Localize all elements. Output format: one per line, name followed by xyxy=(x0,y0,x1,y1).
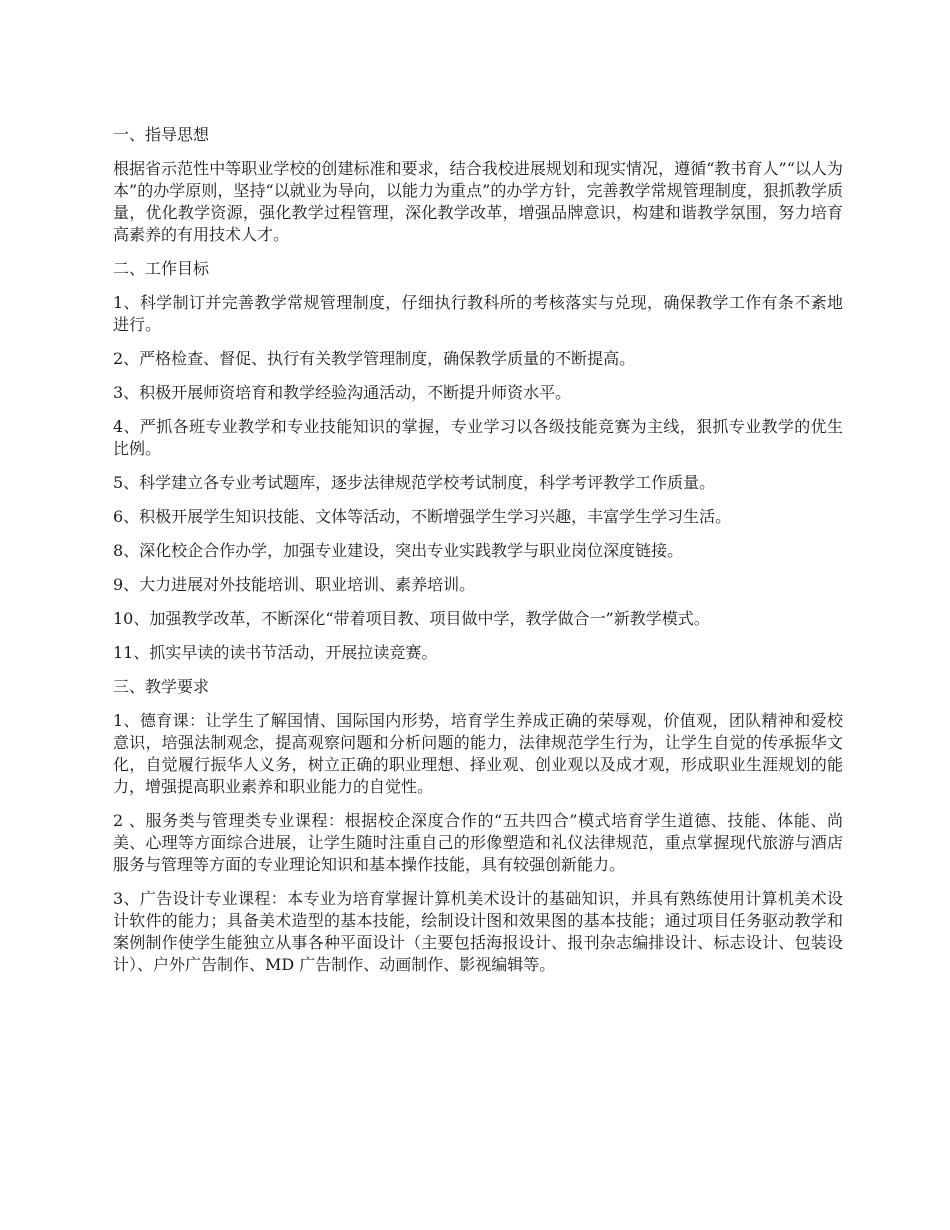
list-item: 3、积极开展师资培育和教学经验沟通活动，不断提升师资水平。 xyxy=(113,383,572,402)
list-item: 5、科学建立各专业考试题库，逐步法律规范学校考试制度，科学考评教学工作质量。 xyxy=(113,473,716,492)
list-item: 2、严格检查、督促、执行有关教学管理制度，确保教学质量的不断提高。 xyxy=(113,349,636,368)
list-item: 8、深化校企合作办学，加强专业建设，突出专业实践教学与职业岗位深度链接。 xyxy=(113,541,684,560)
document-page xyxy=(113,124,843,988)
list-item: 4、严抓各班专业教学和专业技能知识的掌握，专业学习以各级技能竞赛为主线，狠抓专业教学的优生比例。 xyxy=(113,417,843,458)
section-work-goals xyxy=(113,258,843,664)
section-heading: 二、工作目标 xyxy=(113,259,210,278)
list-item: 1、科学制订并完善教学常规管理制度，仔细执行教科所的考核落实与兑现，确保教学工作有条不紊地进行。 xyxy=(113,293,843,334)
list-item: 6、积极开展学生知识技能、文体等活动，不断增强学生学习兴趣，丰富学生学习生活。 xyxy=(113,507,732,526)
paragraph: 根据省示范性中等职业学校的创建标准和要求，结合我校进展规划和现实情况，遵循“教书育人”“以人为本”的办学原则，坚持“以就业为导向，以能力为重点”的办学方针，完善教学常规管理制度，狠抓教学质量，优化教学资源，强化教学过程管理，深化教学改革，增强品牌意识，构建和谐教学氛围，努力培育高素养的有用技术人才。 xyxy=(113,159,843,244)
list-item: 10、加强教学改革，不断深化“带着项目教、项目做中学，教学做合一”新教学模式。 xyxy=(113,609,710,628)
list-item: 9、大力进展对外技能培训、职业培训、素养培训。 xyxy=(113,575,476,594)
list-item: 11、抓实早读的读书节活动，开展拉读竞赛。 xyxy=(113,643,438,662)
section-teaching-requirements xyxy=(113,676,843,976)
section-heading: 三、教学要求 xyxy=(113,677,210,696)
list-item: 2 、服务类与管理类专业课程：根据校企深度合作的“五共四合”模式培育学生道德、技能、体能、尚美、心理等方面综合进展，让学生随时注重自己的形像塑造和礼仪法律规范，重点掌握现代旅游与酒店服务与管理等方面的专业理论知识和基本操作技能，具有较强创新能力。 xyxy=(113,811,843,874)
list-item: 3、广告设计专业课程：本专业为培育掌握计算机美术设计的基础知识，并具有熟练使用计算机美术设计软件的能力；具备美术造型的基本技能，绘制设计图和效果图的基本技能；通过项目任务驱动教学和案例制作使学生能独立从事各种平面设计（主要包括海报设计、报刊杂志编排设计、标志设计、包装设计）、户外广告制作、MD 广告制作、动画制作、影视编辑等。 xyxy=(113,889,843,974)
section-guiding-ideology xyxy=(113,124,843,246)
list-item: 1、德育课：让学生了解国情、国际国内形势，培育学生养成正确的荣辱观，价值观，团队精神和爱校意识，培强法制观念，提高观察问题和分析问题的能力，法律规范学生行为，让学生自觉的传承振华文化，自觉履行振华人义务，树立正确的职业理想、择业观、创业观以及成才观，形成职业生涯规划的能力，增强提高职业素养和职业能力的自觉性。 xyxy=(113,711,843,796)
section-heading: 一、指导思想 xyxy=(113,125,210,144)
